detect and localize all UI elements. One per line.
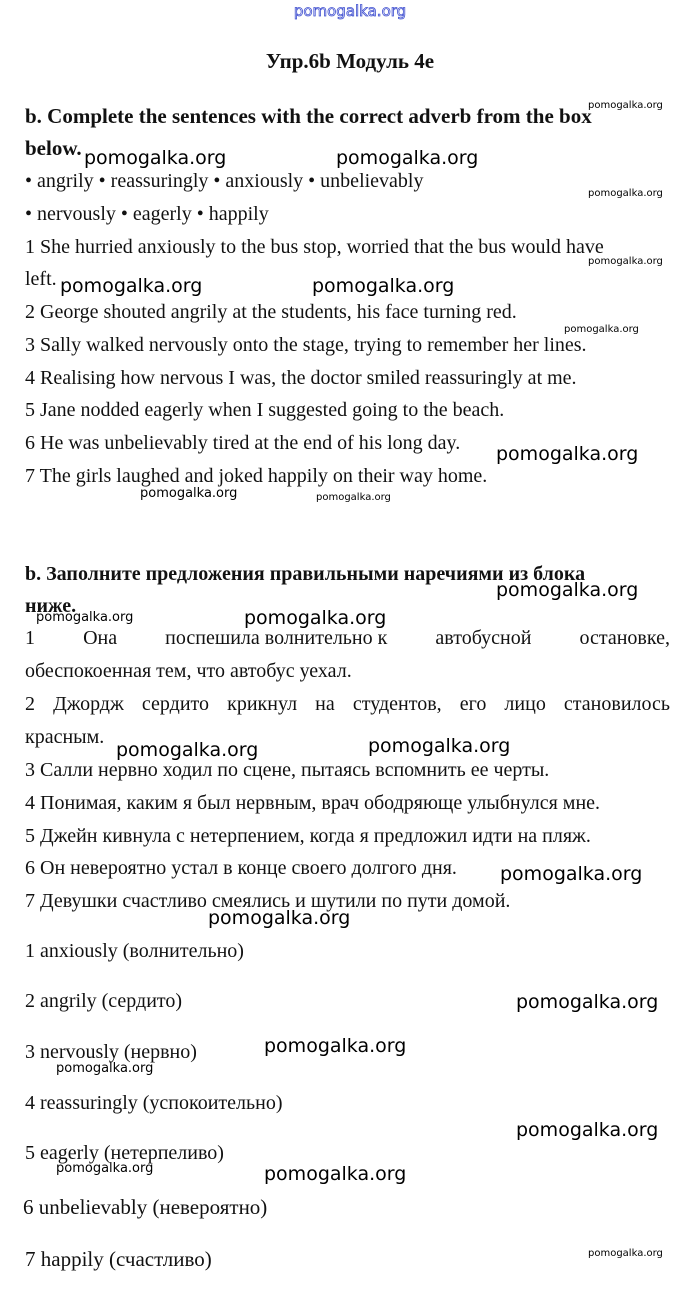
- answer: 5 eagerly (нетерпеливо): [25, 1142, 224, 1164]
- russian-heading-cont: ниже.: [25, 595, 77, 617]
- watermark: pomogalka.org: [588, 100, 663, 111]
- answer: 6 unbelievably (невероятно): [23, 1195, 268, 1219]
- page-title: Упр.6b Модуль 4e: [265, 49, 435, 73]
- sentence: 6 He was unbelievably tired at the end of his long day.: [25, 432, 461, 454]
- russian-heading-text: b. Заполните предложения правильными наречиями из блока: [25, 563, 586, 585]
- answer: 7 happily (счастливо): [25, 1247, 212, 1271]
- sentence: 7 Девушки счастливо смеялись и шутили по пути домой.: [25, 890, 511, 912]
- answer: 4 reassuringly (успокоительно): [25, 1092, 283, 1114]
- sentence: 5 Jane nodded eagerly when I suggested going to the beach.: [25, 399, 505, 421]
- sentence: 4 Realising how nervous I was, the doctor smiled reassuringly at me.: [25, 367, 577, 389]
- watermark: pomogalka.org: [36, 610, 134, 625]
- answer: 3 nervously (нервно): [25, 1041, 197, 1063]
- watermark: pomogalka.org: [336, 147, 479, 169]
- watermark: pomogalka.org: [500, 863, 643, 885]
- sentence-word: 1: [25, 627, 35, 649]
- watermark: pomogalka.org: [588, 1248, 663, 1259]
- answer: 2 angrily (сердито): [25, 990, 183, 1012]
- watermark: pomogalka.org: [84, 147, 227, 169]
- watermark: pomogalka.org: [516, 1119, 659, 1141]
- sentence: 5 Джейн кивнула с нетерпением, когда я предложил идти на пляж.: [25, 825, 591, 847]
- sentence: 1 She hurried anxiously to the bus stop, worried that the bus would have: [25, 236, 604, 258]
- watermark: pomogalka.org: [588, 256, 663, 267]
- sentence: красным.: [25, 726, 105, 748]
- sentence: 3 Sally walked nervously onto the stage, trying to remember her lines.: [25, 334, 587, 356]
- sentence-word: поспешила волнительно к: [165, 627, 388, 649]
- watermark: pomogalka.org: [264, 1163, 407, 1185]
- watermark: pomogalka.org: [588, 188, 663, 199]
- sentence: обеспокоенная тем, что автобус уехал.: [25, 660, 352, 682]
- watermark: pomogalka.org: [564, 324, 639, 335]
- sentence-word: автобусной: [435, 627, 532, 649]
- word-box-line-2: • nervously • eagerly • happily: [25, 203, 269, 225]
- watermark: pomogalka.org: [312, 275, 455, 297]
- sentence: 6 Он невероятно устал в конце своего долгого дня.: [25, 857, 457, 879]
- watermark: pomogalka.org: [140, 486, 238, 501]
- sentence-word: остановке,: [579, 627, 670, 649]
- sentence: 2 George shouted angrily at the students, his face turning red.: [25, 301, 517, 323]
- sentence-word: Она: [83, 627, 118, 649]
- watermark: pomogalka.org: [60, 275, 203, 297]
- sentence: 2 Джордж сердито крикнул на студентов, его лицо становилось: [25, 693, 670, 715]
- watermark: pomogalka.org: [516, 991, 659, 1013]
- watermark: pomogalka.org: [496, 579, 639, 601]
- answer: 1 anxiously (волнительно): [25, 940, 244, 962]
- sentence: 3 Салли нервно ходил по сцене, пытаясь вспомнить ее черты.: [25, 759, 550, 781]
- watermark: pomogalka.org: [368, 735, 511, 757]
- watermark: pomogalka.org: [56, 1161, 154, 1176]
- watermark: pomogalka.org: [116, 739, 259, 761]
- site-logo-watermark: pomogalka.org: [293, 2, 407, 20]
- watermark: pomogalka.org: [264, 1035, 407, 1057]
- word-box-line-1: • angrily • reassuringly • anxiously • unbelievably: [25, 170, 424, 192]
- sentence: 7 The girls laughed and joked happily on their way home.: [25, 465, 488, 487]
- watermark: pomogalka.org: [496, 443, 639, 465]
- watermark: pomogalka.org: [56, 1061, 154, 1076]
- sentence: 4 Понимая, каким я был нервным, врач ободряюще улыбнулся мне.: [25, 792, 601, 814]
- watermark: pomogalka.org: [244, 607, 387, 629]
- sentence: left.: [25, 268, 57, 290]
- sentence: [25, 626, 670, 650]
- english-heading-cont: below.: [25, 136, 82, 160]
- watermark: pomogalka.org: [316, 492, 391, 503]
- watermark: pomogalka.org: [208, 907, 351, 929]
- english-heading: b. Complete the sentences with the correct adverb from the box: [25, 104, 592, 128]
